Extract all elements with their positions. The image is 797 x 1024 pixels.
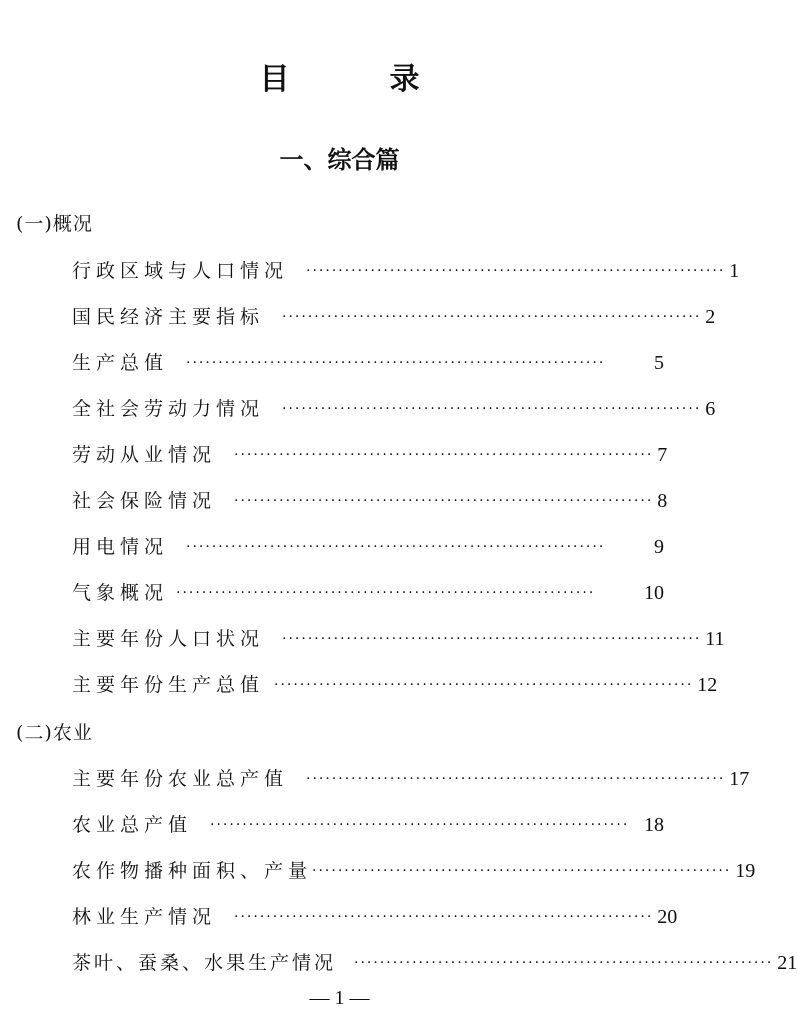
toc-entry[interactable] (72, 948, 797, 978)
dot-leader: ································································· (176, 585, 596, 601)
toc-entry-page: 9 (654, 536, 664, 558)
dot-leader: ································································· (234, 909, 654, 925)
dot-leader: ································································· (234, 493, 654, 509)
title-char-1: 目 (259, 62, 290, 97)
toc-entry-label: 农作物播种面积、产量 (72, 860, 313, 882)
toc-entry-page: 8 (657, 490, 668, 512)
toc-entry-label: 气象概况 (72, 582, 169, 604)
dot-leader: ································································· (210, 817, 630, 833)
toc-entry-label: 国民经济主要指标 (72, 306, 265, 328)
page-title (0, 58, 679, 102)
toc-entry-label: 行政区域与人口情况 (72, 260, 289, 282)
dot-leader: ································································· (282, 309, 702, 325)
toc-entry-label: 农业总产值 (72, 814, 193, 836)
toc-entry-label: 社会保险情况 (72, 490, 217, 512)
toc-entry-page: 1 (729, 260, 740, 282)
dot-leader: ································································· (306, 771, 726, 787)
section-heading-overview: (一)概况 (16, 213, 93, 235)
toc-entry-page: 6 (705, 398, 716, 420)
toc-entry-page: 2 (705, 306, 716, 328)
toc-entry[interactable] (72, 532, 664, 562)
dot-leader: ································································· (282, 401, 702, 417)
section-heading-agriculture: (二)农业 (16, 722, 93, 744)
dot-leader: ································································· (234, 447, 654, 463)
toc-entry-page: 7 (657, 444, 668, 466)
toc-entry[interactable] (72, 394, 716, 424)
toc-entry-page: 10 (644, 582, 664, 604)
toc-entry-label: 主要年份人口状况 (72, 628, 265, 650)
toc-entry-label: 主要年份生产总值 (72, 674, 265, 696)
toc-entry[interactable] (72, 256, 740, 286)
toc-entry-label: 林业生产情况 (72, 906, 217, 928)
toc-entry-label: 主要年份农业总产值 (72, 768, 289, 790)
toc-entry-page: 5 (654, 352, 664, 374)
toc-entry[interactable] (72, 440, 668, 470)
page-number-footer: — 1 — (309, 987, 370, 1009)
toc-entry[interactable] (72, 810, 664, 840)
dot-leader: ································································· (274, 677, 694, 693)
toc-entry[interactable] (72, 302, 716, 332)
toc-entry-label: 用电情况 (72, 536, 169, 558)
dot-leader: ································································· (312, 863, 732, 879)
toc-entry[interactable] (72, 856, 756, 886)
toc-entry[interactable] (72, 670, 718, 700)
toc-entry-label: 茶叶、蚕桑、水果生产情况 (72, 952, 337, 974)
toc-entry-page: 12 (697, 674, 718, 696)
toc-entry[interactable] (72, 486, 668, 516)
toc-entry[interactable] (72, 764, 750, 794)
part-heading: 一、综合篇 (279, 146, 400, 174)
toc-entry-label: 全社会劳动力情况 (72, 398, 265, 420)
title-char-2: 录 (389, 62, 420, 97)
toc-entry-label: 劳动从业情况 (72, 444, 217, 466)
dot-leader: ································································· (186, 355, 606, 371)
toc-entry-page: 20 (657, 906, 678, 928)
toc-entry-page: 19 (735, 860, 756, 882)
dot-leader: ································································· (354, 955, 774, 971)
toc-entry-label: 生产总值 (72, 352, 169, 374)
dot-leader: ································································· (282, 631, 702, 647)
toc-entry[interactable] (72, 348, 664, 378)
toc-entry[interactable] (72, 902, 678, 932)
toc-entry-page: 21 (777, 952, 797, 974)
toc-entry-page: 17 (729, 768, 750, 790)
toc-entry[interactable] (72, 624, 725, 654)
dot-leader: ································································· (306, 263, 726, 279)
dot-leader: ································································· (186, 539, 606, 555)
toc-entry-page: 18 (644, 814, 664, 836)
toc-entry-page: 11 (705, 628, 725, 650)
toc-entry[interactable] (72, 578, 664, 608)
